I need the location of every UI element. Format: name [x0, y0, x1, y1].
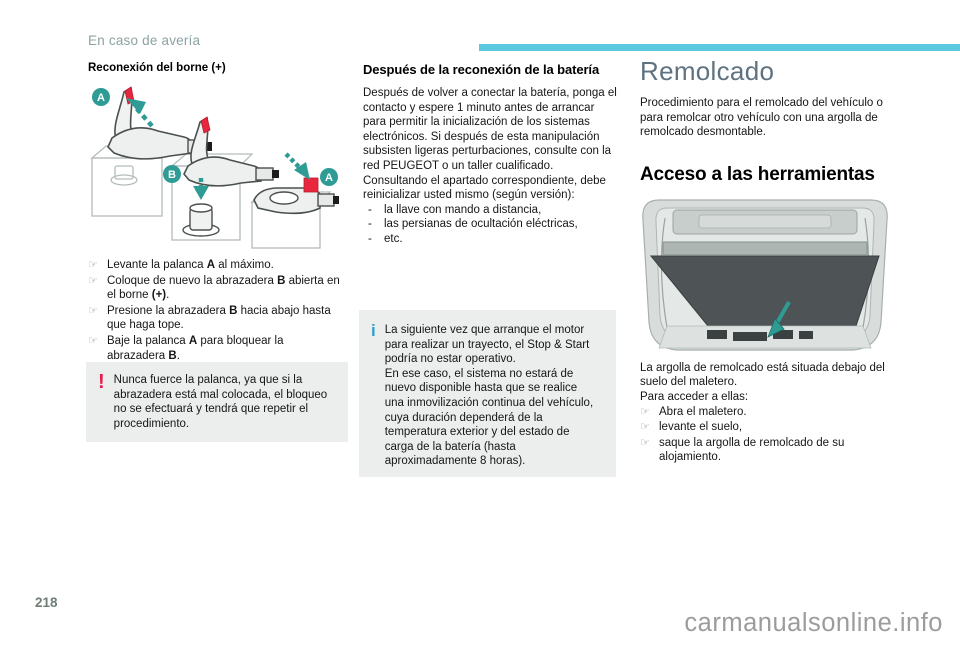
section-title-reconexion: Reconexión del borne (+) [88, 62, 226, 74]
list-item: - las persianas de ocultación eléctricas, [368, 218, 578, 231]
dash-marker: - [368, 232, 372, 245]
svg-text:A: A [97, 92, 105, 104]
paragraph: Procedimiento para el remolcado del vehículo o para remolcar otro vehículo con una argolla de remolcado desmontable. [640, 97, 883, 139]
list-item: ☞ Coloque de nuevo la abrazadera B abierta en el borne (+). [88, 273, 340, 302]
dash-marker: - [368, 218, 372, 231]
pointing-hand-icon: ☞ [640, 420, 650, 434]
procedure-list [88, 258, 340, 363]
access-list [640, 405, 895, 465]
page-number: 218 [35, 595, 58, 610]
list-item: ☞ saque la argolla de remolcado de su alojamiento. [640, 435, 845, 464]
warning-text: Nunca fuerce la palanca, ya que si la abrazadera está mal colocada, el bloqueo no se efectuará y tendrá que repetir el procedimiento. [113, 374, 328, 430]
list-item: ☞ Presione la abrazadera B hacia abajo hasta que haga tope. [88, 303, 331, 332]
clamp-step3 [254, 154, 339, 213]
list-item: ☞ Abra el maletero. [640, 404, 747, 418]
section-title-acceso: Acceso a las herramientas [640, 163, 875, 185]
svg-text:A: A [325, 172, 333, 184]
svg-text:B: B [168, 169, 176, 181]
pointing-hand-icon: ☞ [88, 333, 98, 347]
clamp-step2 [163, 117, 279, 236]
info-text [385, 323, 597, 466]
right-column [640, 56, 895, 466]
paragraph: Consultando el apartado correspondiente, debe reinicializar usted mismo (según versión): [363, 174, 606, 202]
list-item: ☞ Baje la palanca A para bloquear la abrazadera B. [88, 333, 284, 362]
warning-icon: ! [98, 371, 105, 393]
paragraph: Después de volver a conectar la batería, ponga el contacto y espere 1 minuto antes de arrancar para permitir la inicialización de los sistemas electrónicos. Si después de esta manipulación subsisten ligeras perturbaciones, consulte con la red PEUGEOT o un taller cualificado. [363, 87, 617, 172]
battery-clamp-illustration [88, 82, 340, 252]
paragraph: La siguiente vez que arranque el motor para realizar un trayecto, el Stop & Start podría no estar operativo. [384, 324, 590, 366]
reinit-list [363, 203, 619, 247]
list-item: ☞ Levante la palanca A al máximo. [88, 258, 274, 271]
list-item: - la llave con mando a distancia, [368, 203, 542, 216]
paragraph: Para acceder a ellas: [640, 390, 749, 403]
section-title-despues: Después de la reconexión de la batería [363, 62, 600, 77]
pointing-hand-icon: ☞ [88, 273, 98, 287]
pointing-hand-icon: ☞ [88, 303, 98, 317]
warning-box [86, 362, 348, 442]
chapter-title-remolcado: Remolcado [640, 56, 775, 86]
chapter-header: En caso de avería [88, 33, 201, 48]
list-item: ☞ levante el suelo, [640, 420, 743, 434]
left-column [88, 62, 340, 364]
pointing-hand-icon: ☞ [640, 404, 650, 418]
chapter-accent-bar [479, 44, 960, 51]
paragraph: La argolla de remolcado está situada debajo del suelo del maletero. [640, 361, 885, 389]
trunk-tools-illustration [637, 198, 893, 352]
pointing-hand-icon: ☞ [640, 435, 650, 449]
dash-marker: - [368, 203, 372, 216]
paragraph: En ese caso, el sistema no estará de nuevo disponible hasta que se realice una inmovilización continua del vehículo, cuya duración dependerá de la temperatura exterior y del estado de carga de la batería (hasta aproximadamente 8 horas). [384, 367, 594, 468]
info-box [359, 310, 616, 477]
middle-column [363, 62, 619, 247]
list-item: - etc. [368, 232, 403, 245]
pointing-hand-icon: ☞ [88, 258, 98, 271]
info-icon: i [371, 321, 376, 340]
watermark: carmanualsonline.info [684, 609, 943, 637]
